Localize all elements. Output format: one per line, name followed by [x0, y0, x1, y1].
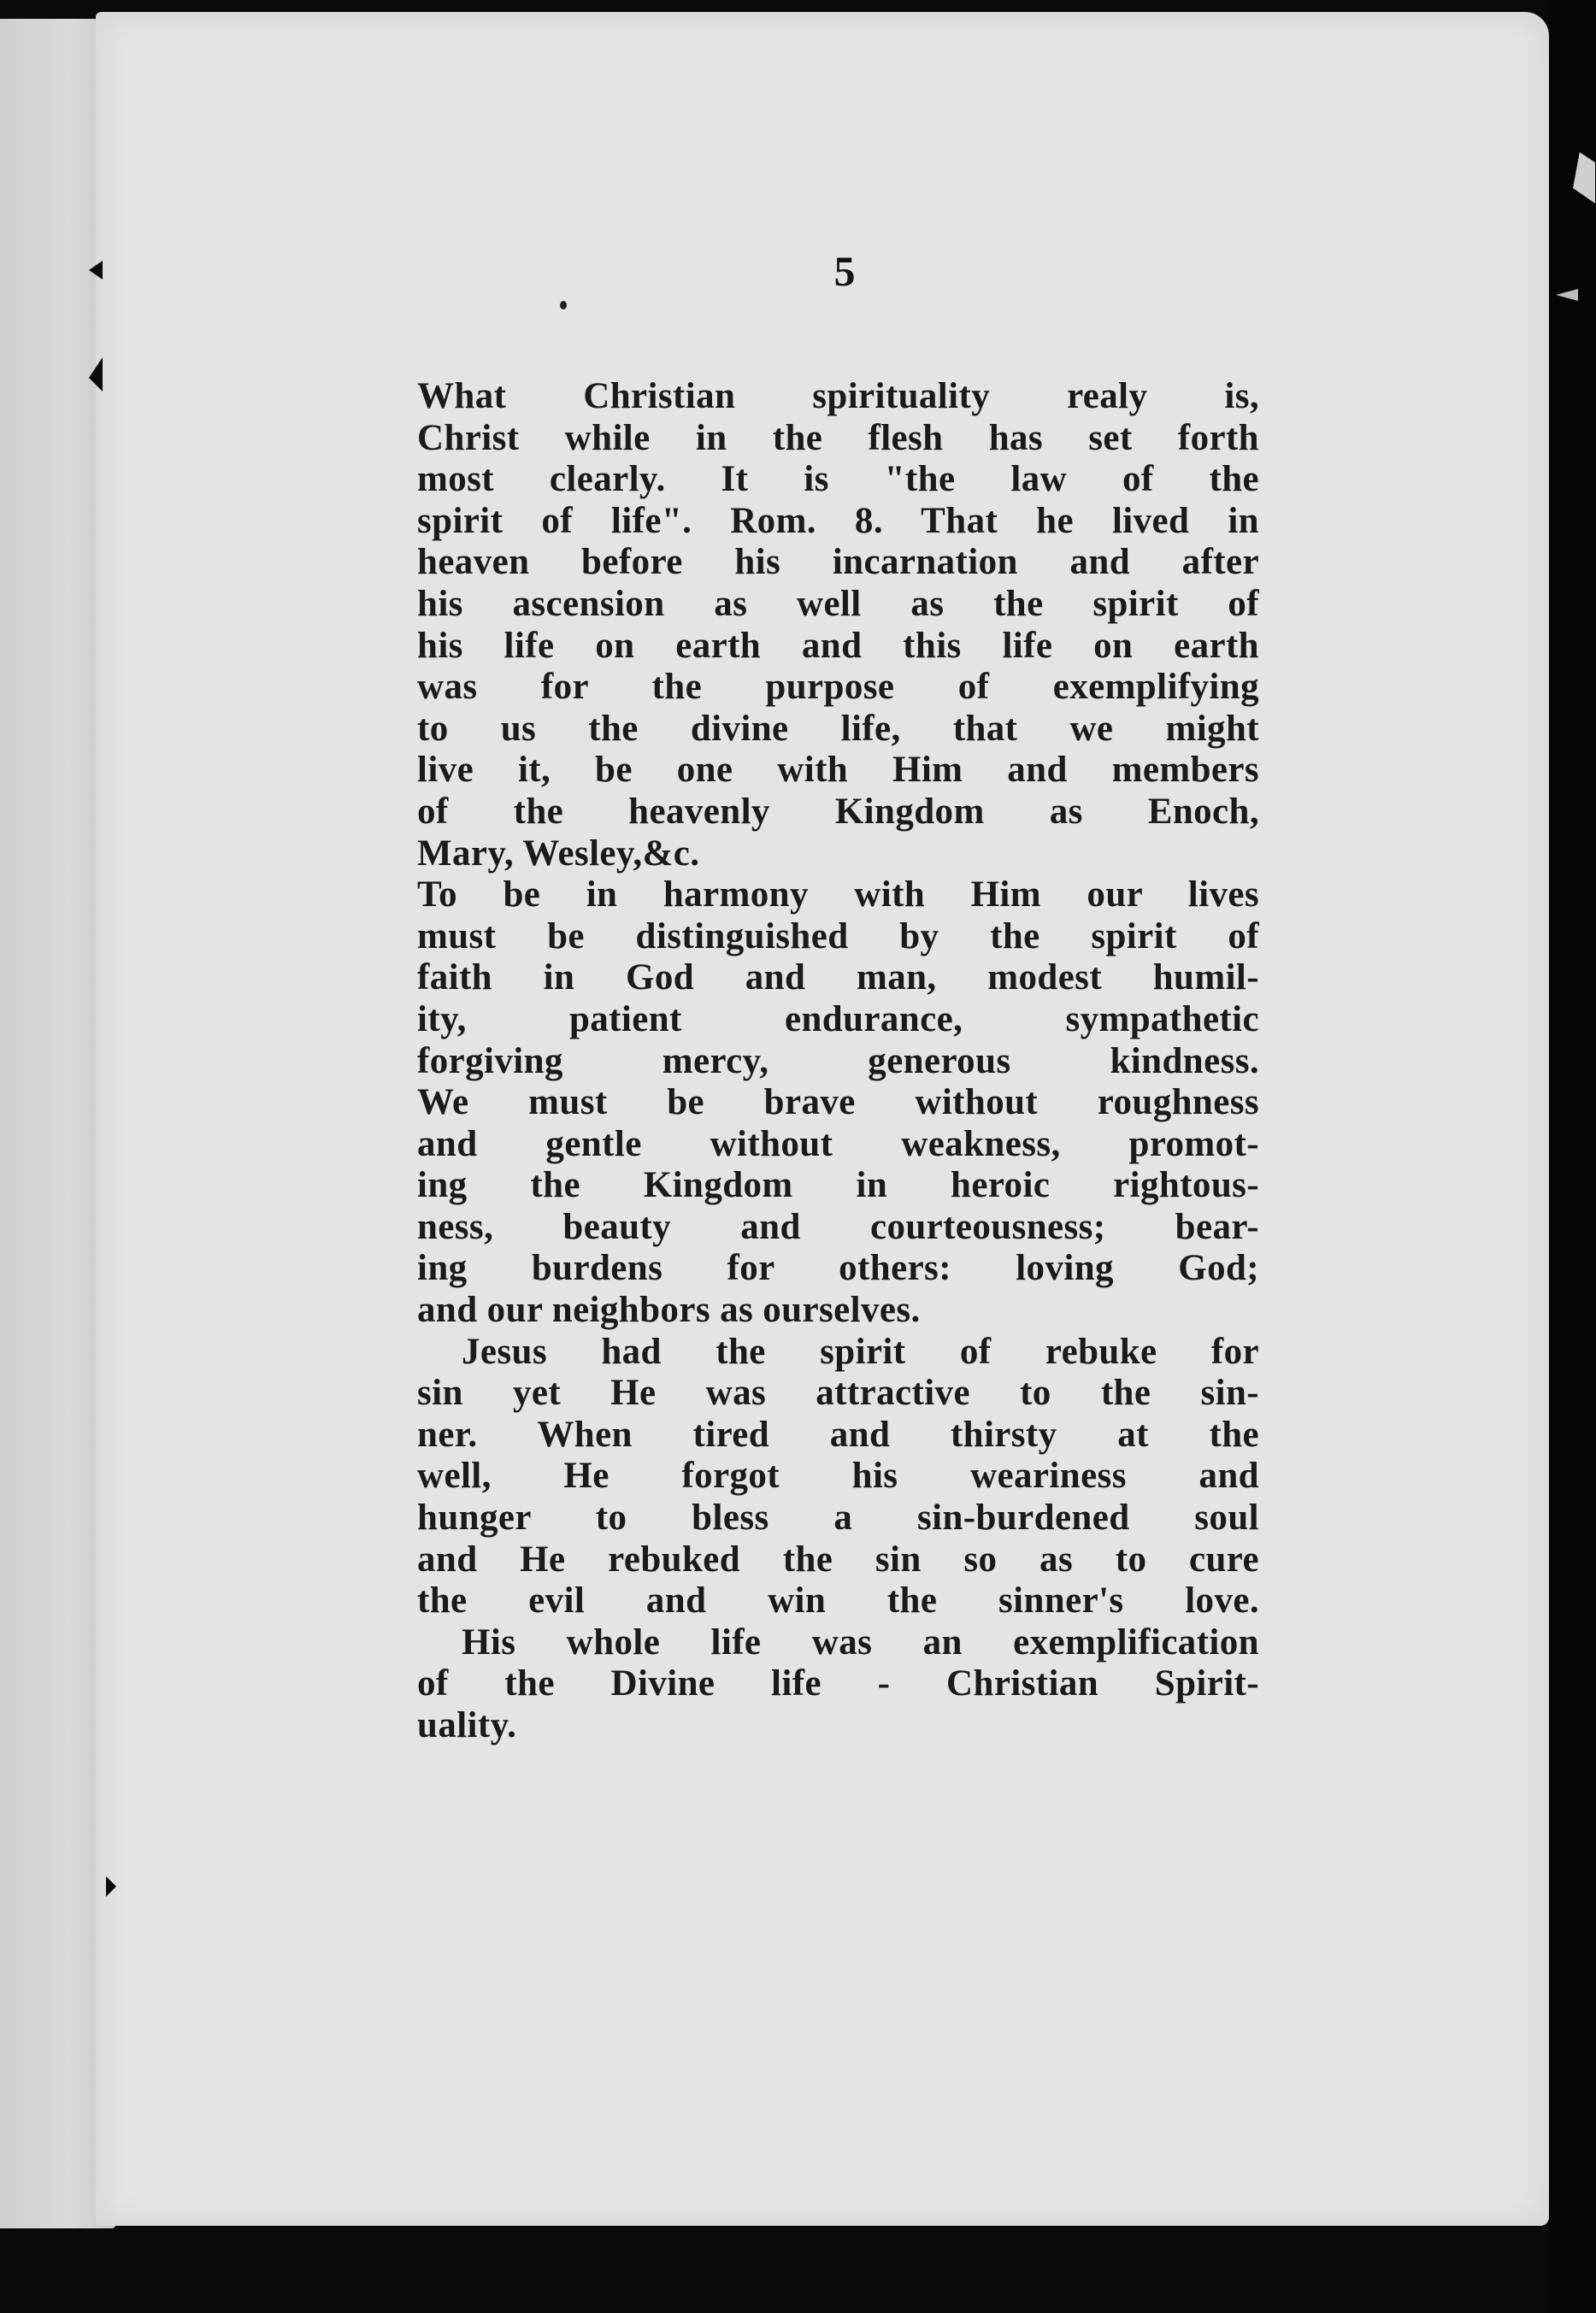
- text-line: heaven before his incarnation and after: [417, 542, 1259, 583]
- text-line: and He rebuked the sin so as to cure: [417, 1539, 1259, 1580]
- ink-speck: [560, 301, 567, 309]
- text-line: What Christian spirituality realy is,: [417, 376, 1259, 416]
- text-line: uality.: [417, 1705, 517, 1745]
- text-line: was for the purpose of exemplifying: [417, 667, 1259, 708]
- text-line: To be in harmony with Him our lives: [417, 874, 1259, 915]
- text-line: of the Divine life - Christian Spirit-: [417, 1663, 1259, 1704]
- text-line: faith in God and man, modest humil-: [417, 957, 1259, 998]
- text-line: Mary, Wesley,&c.: [417, 833, 700, 874]
- text-line: Christ while in the flesh has set forth: [417, 417, 1259, 458]
- body-text: [417, 376, 1259, 1747]
- text-line: of the heavenly Kingdom as Enoch,: [417, 791, 1259, 832]
- text-line: sin yet He was attractive to the sin-: [417, 1373, 1259, 1414]
- text-line: ity, patient endurance, sympathetic: [417, 998, 1259, 1039]
- text-line: ner. When tired and thirsty at the: [417, 1414, 1259, 1455]
- text-line: ing burdens for others: loving God;: [417, 1248, 1259, 1289]
- text-line: to us the divine life, that we might: [417, 708, 1259, 749]
- text-line: spirit of life". Rom. 8. That he lived in: [417, 500, 1259, 541]
- text-line: forgiving mercy, generous kindness.: [417, 1040, 1259, 1081]
- text-line: most clearly. It is "the law of the: [417, 459, 1259, 500]
- text-line: We must be brave without roughness: [417, 1082, 1259, 1123]
- text-line: the evil and win the sinner's love.: [417, 1580, 1259, 1621]
- text-line: His whole life was an exemplification: [462, 1621, 1259, 1663]
- text-line: well, He forgot his weariness and: [417, 1456, 1259, 1497]
- scan-border: [1549, 0, 1596, 2313]
- text-line: and gentle without weakness, promot-: [417, 1123, 1259, 1164]
- text-line: live it, be one with Him and members: [417, 750, 1259, 791]
- text-line: his ascension as well as the spirit of: [417, 583, 1259, 624]
- text-line: his life on earth and this life on earth: [417, 625, 1259, 666]
- text-line: and our neighbors as ourselves.: [417, 1290, 921, 1331]
- text-line: must be distinguished by the spirit of: [417, 915, 1259, 956]
- text-line: Jesus had the spirit of rebuke for: [462, 1331, 1259, 1372]
- text-line: ing the Kingdom in heroic rightous-: [417, 1165, 1259, 1206]
- text-line: ness, beauty and courteousness; bear-: [417, 1206, 1259, 1247]
- text-line: hunger to bless a sin-burdened soul: [417, 1498, 1259, 1539]
- page-number: 5: [833, 247, 856, 295]
